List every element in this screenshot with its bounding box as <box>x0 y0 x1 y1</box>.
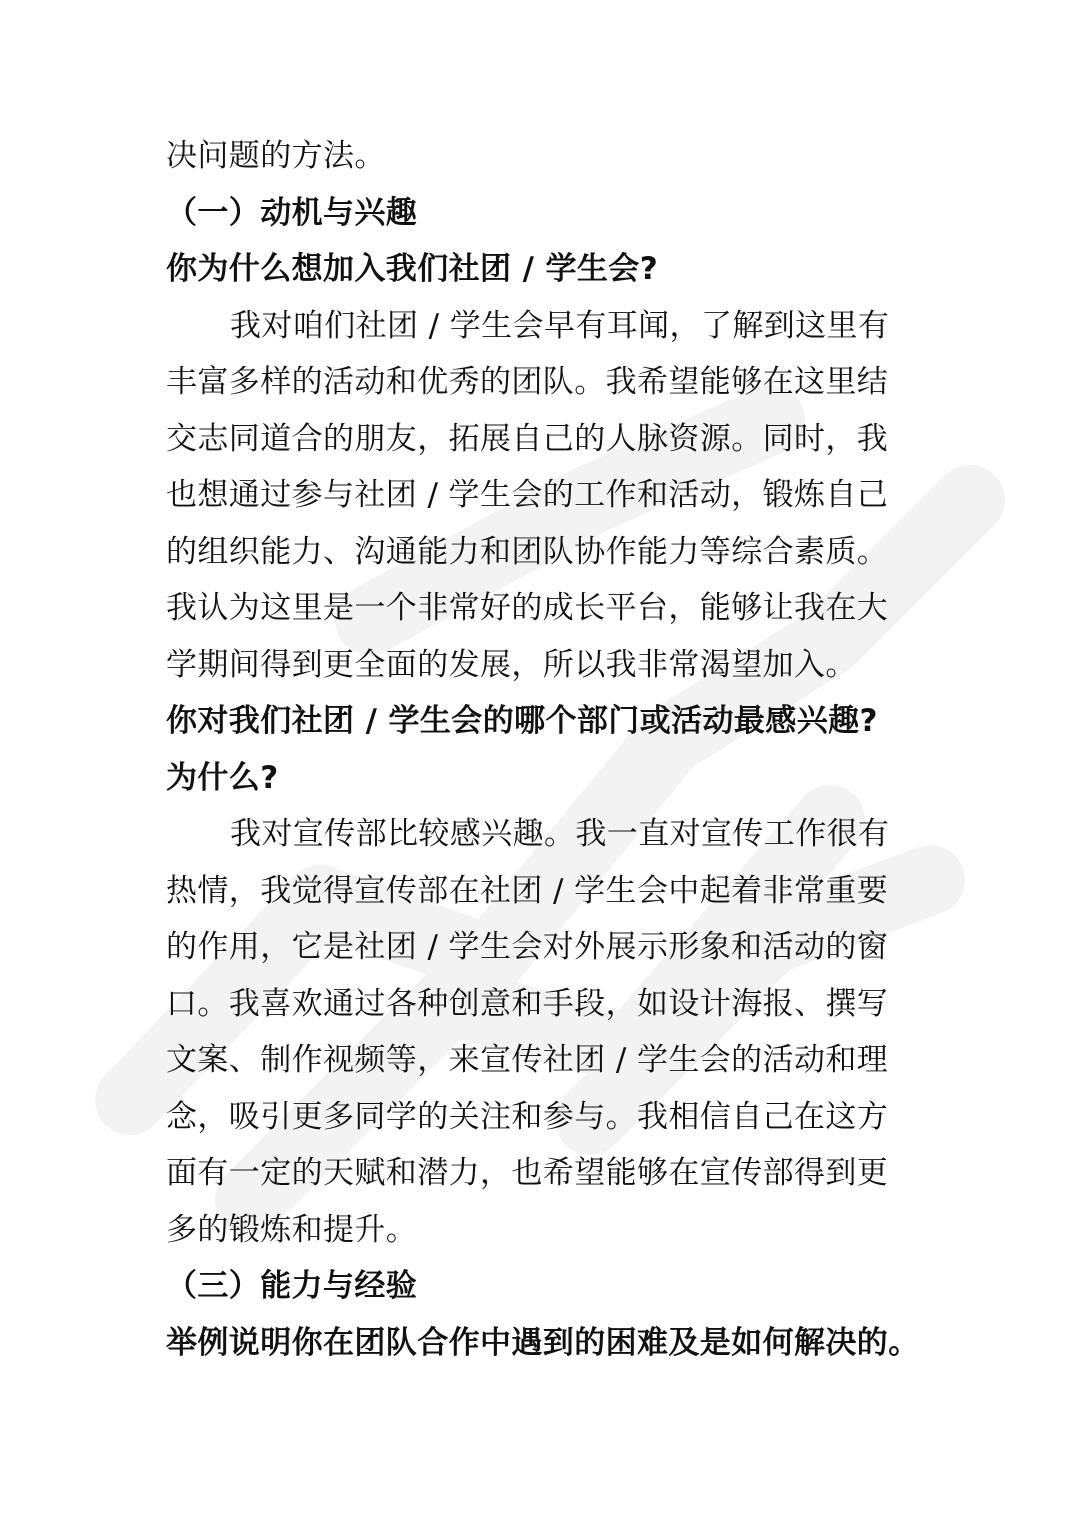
paragraph-line: 我对宣传部比较感兴趣。我一直对宣传工作很有 <box>230 816 890 852</box>
paragraph-line: 多的锻炼和提升。 <box>166 1211 418 1248</box>
section-heading: （三）能力与经验 <box>166 1268 418 1304</box>
paragraph-line: 文案、制作视频等，来宣传社团 / 学生会的活动和理 <box>166 1042 889 1078</box>
document-page <box>166 128 926 1371</box>
paragraph-line: 念，吸引更多同学的关注和参与。我相信自己在这方 <box>166 1098 889 1135</box>
paragraph-line: 面有一定的天赋和潜力，也希望能够在宣传部得到更 <box>166 1155 889 1191</box>
paragraph-line: 交志同道合的朋友，拓展自己的人脉资源。同时，我 <box>166 420 889 457</box>
paragraph-line: 我对咱们社团 / 学生会早有耳闻，了解到这里有 <box>230 307 890 344</box>
question-heading: 举例说明你在团队合作中遇到的困难及是如何解决的。 <box>166 1324 920 1361</box>
paragraph-line: 丰富多样的活动和优秀的团队。我希望能够在这里结 <box>166 364 889 400</box>
paragraph-line: 我认为这里是一个非常好的成长平台，能够让我在大 <box>166 590 889 626</box>
question-heading: 你对我们社团 / 学生会的哪个部门或活动最感兴趣? <box>166 703 878 739</box>
paragraph-line: 决问题的方法。 <box>166 138 386 174</box>
paragraph-line: 口。我喜欢通过各种创意和手段，如设计海报、撰写 <box>166 985 889 1022</box>
paragraph-line: 的组织能力、沟通能力和团队协作能力等综合素质。 <box>166 533 889 570</box>
question-heading: 你为什么想加入我们社团 / 学生会? <box>166 251 659 287</box>
paragraph-line: 也想通过参与社团 / 学生会的工作和活动，锻炼自己 <box>166 477 889 513</box>
question-heading-continued: 为什么? <box>166 759 279 796</box>
paragraph-line: 热情，我觉得宣传部在社团 / 学生会中起着非常重要 <box>166 872 889 909</box>
paragraph-line: 的作用，它是社团 / 学生会对外展示形象和活动的窗 <box>166 929 889 965</box>
paragraph-line: 学期间得到更全面的发展，所以我非常渴望加入。 <box>166 646 857 683</box>
section-heading: （一）动机与兴趣 <box>166 194 418 231</box>
